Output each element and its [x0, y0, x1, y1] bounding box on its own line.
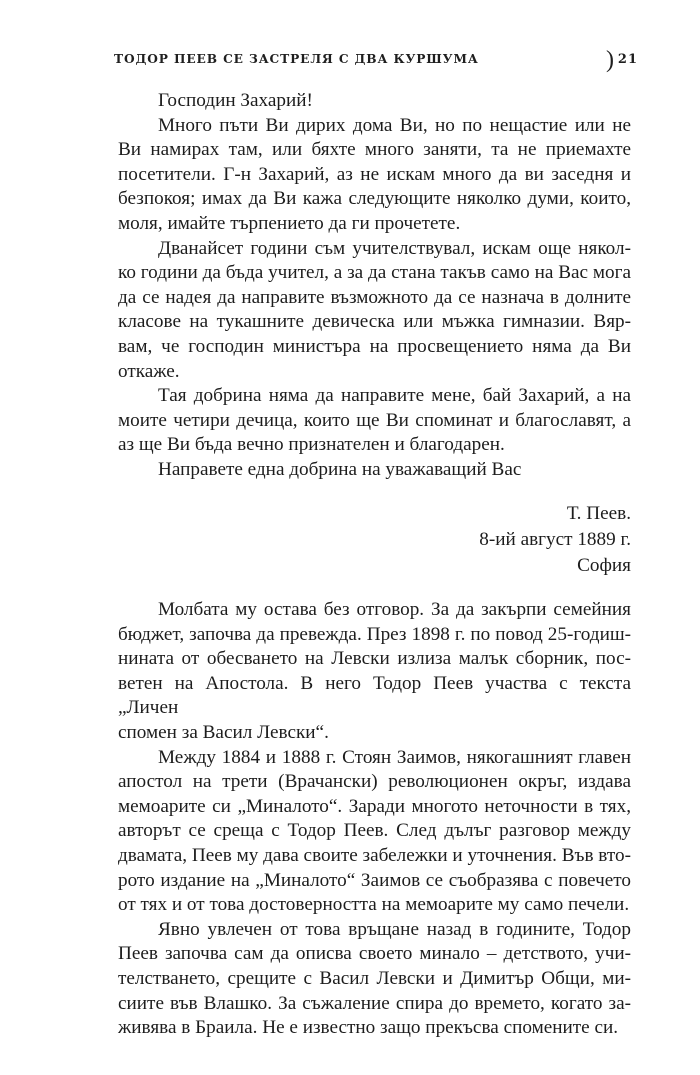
- letter-paragraph: [118, 384, 631, 458]
- letter-line: Дванайсет години съм учителствувал, искам още някол-: [158, 237, 631, 259]
- letter-line: Много пъти Ви дирих дома Ви, но по нещастие или не: [158, 114, 631, 136]
- letter-line: моля, имайте търпението да ги прочетете.: [118, 212, 461, 234]
- letter-line: аз ще Ви бъда вечно признателен и благодарен.: [118, 434, 505, 456]
- body-line: рото издание на „Миналото“ Заимов се съобразява с повечето: [118, 869, 631, 891]
- signature-place: София: [577, 555, 631, 576]
- body-line: нината от обесването на Левски излиза малък сборник, пос-: [118, 648, 631, 670]
- letter-line: вам, че господин министъра на просвещението няма да Ви: [118, 335, 631, 357]
- letter-line: Ви намирах там, или бяхте много заняти, та не приемахте: [118, 139, 631, 161]
- letter-line: откаже.: [118, 360, 180, 382]
- body-line: Молбата му остава без отговор. За да закърпи семейния: [158, 599, 631, 620]
- letter-paragraph: [158, 458, 631, 483]
- letter-line: Тая добрина няма да направите мене, бай Захарий, а на: [158, 385, 631, 407]
- body-line: ветен на Апостола. В него Тодор Пеев участва с текста „Личен: [118, 672, 631, 719]
- letter-line: моите четири дечица, които ще Ви споминат и благославят, а: [118, 409, 631, 431]
- letter: [118, 89, 631, 483]
- letter-signature: [479, 501, 631, 579]
- signature-name: Т. Пеев.: [566, 503, 631, 524]
- letter-line: посетители. Г-н Захарий, аз не искам много да ви заседня и: [118, 163, 631, 185]
- body-line: Пеев започва сам да описва своето минало – детството, учи-: [118, 943, 631, 965]
- body-line: сиите във Влашко. За съжаление спира до времето, когато за-: [118, 992, 631, 1014]
- body-line: Между 1884 и 1888 г. Стоян Заимов, някогашният главен: [158, 746, 631, 768]
- letter-line: класове на тукашните девическа или мъжка гимназии. Вяр-: [118, 311, 631, 333]
- letter-line: безпокоя; имах да Ви кажа следующите няколко думи, които,: [118, 188, 631, 210]
- body-line: мемоарите си „Миналото“. Заради многото неточности в тях,: [118, 795, 631, 817]
- body-line: авторът се среща с Тодор Пеев. След дълъг разговор между: [118, 820, 631, 842]
- letter-paragraph: [118, 114, 631, 237]
- page-number: 21: [617, 52, 638, 67]
- body-text: [118, 598, 631, 1041]
- running-head-bracket: ): [606, 47, 614, 73]
- letter-body: [118, 114, 631, 483]
- letter-paragraph: [118, 237, 631, 385]
- body-paragraph: [118, 598, 631, 746]
- body-line: двамата, Пеев му дава своите забележки и уточнения. Във вто-: [118, 844, 631, 866]
- body-paragraph: [118, 746, 631, 918]
- body-line: апостол на трети (Врачански) революционен окръг, издава: [118, 771, 631, 793]
- body-line: спомен за Васил Левски“.: [118, 721, 329, 743]
- letter-line: да се надея да направите възможното да се назнача в долните: [118, 286, 631, 308]
- letter-line: Направете една добрина на уважаващий Вас: [158, 458, 522, 480]
- body-line: живява в Браила. Не е известно защо прекъсва спомените си.: [118, 1017, 619, 1039]
- body-line: от тях и от това достоверността на мемоарите му само печели.: [118, 894, 630, 916]
- body-line: телстването, срещите с Васил Левски и Димитър Общи, ми-: [118, 967, 631, 989]
- body-line: бюджет, започва да превежда. През 1898 г. по повод 25-годиш-: [118, 623, 631, 645]
- signature-date: 8-ий август 1889 г.: [479, 529, 631, 550]
- letter-salutation: Господин Захарий!: [158, 90, 313, 111]
- body-line: Явно увлечен от това връщане назад в годините, Тодор: [158, 918, 631, 940]
- running-head-title: ТОДОР ПЕЕВ СЕ ЗАСТРЕЛЯ С ДВА КУРШУМА: [114, 52, 479, 66]
- letter-line: ко години да бъда учител, а за да стана такъв само на Вас мога: [118, 262, 631, 284]
- running-head: [114, 47, 640, 74]
- body-paragraph: [118, 918, 631, 1041]
